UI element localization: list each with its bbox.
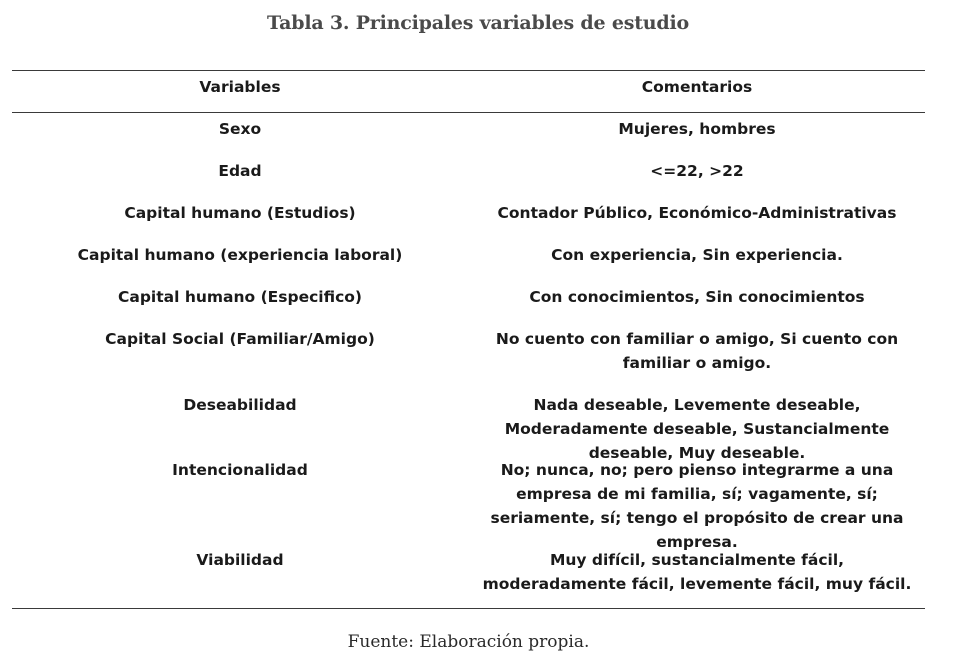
row-comentario: Con conocimientos, Sin conocimientos: [529, 288, 865, 306]
table-top-rule: [12, 70, 925, 71]
row-variable: Capital humano (Estudios): [124, 204, 356, 222]
row-variable: Capital humano (Especifico): [118, 288, 362, 306]
table-caption: Tabla 3. Principales variables de estudio: [267, 12, 689, 34]
row-variable: Capital Social (Familiar/Amigo): [105, 330, 375, 348]
row-variable: Sexo: [218, 120, 262, 138]
table-bottom-rule: [12, 608, 925, 609]
table-source: Fuente: Elaboración propia.: [347, 632, 590, 652]
row-variable: Intencionalidad: [172, 461, 308, 479]
row-comentario: Mujeres, hombres: [618, 120, 776, 138]
header-comentarios: Comentarios: [641, 78, 753, 96]
row-comentario: <=22, >22: [650, 162, 744, 180]
row-variable: Viabilidad: [196, 551, 284, 569]
row-comentario: No; nunca, no; pero pienso integrarme a una empresa de mi familia, sí; vagamente, sí; seriamente, sí; tengo el propósito de crear una empresa.: [490, 461, 904, 551]
row-comentario: Contador Público, Económico-Administrativas: [497, 204, 897, 222]
row-comentario: Con experiencia, Sin experiencia.: [551, 246, 843, 264]
table-header-rule: [12, 112, 925, 113]
row-variable: Deseabilidad: [183, 396, 297, 414]
row-comentario: Muy difícil, sustancialmente fácil, moderadamente fácil, levemente fácil, muy fácil.: [482, 551, 912, 593]
row-comentario: Nada deseable, Levemente deseable, Moderadamente deseable, Sustancialmente deseable, Muy deseable.: [504, 396, 890, 462]
row-variable: Capital humano (experiencia laboral): [77, 246, 403, 264]
row-comentario: No cuento con familiar o amigo, Si cuento con familiar o amigo.: [495, 330, 899, 372]
header-variables: Variables: [199, 78, 281, 96]
row-variable: Edad: [218, 162, 262, 180]
